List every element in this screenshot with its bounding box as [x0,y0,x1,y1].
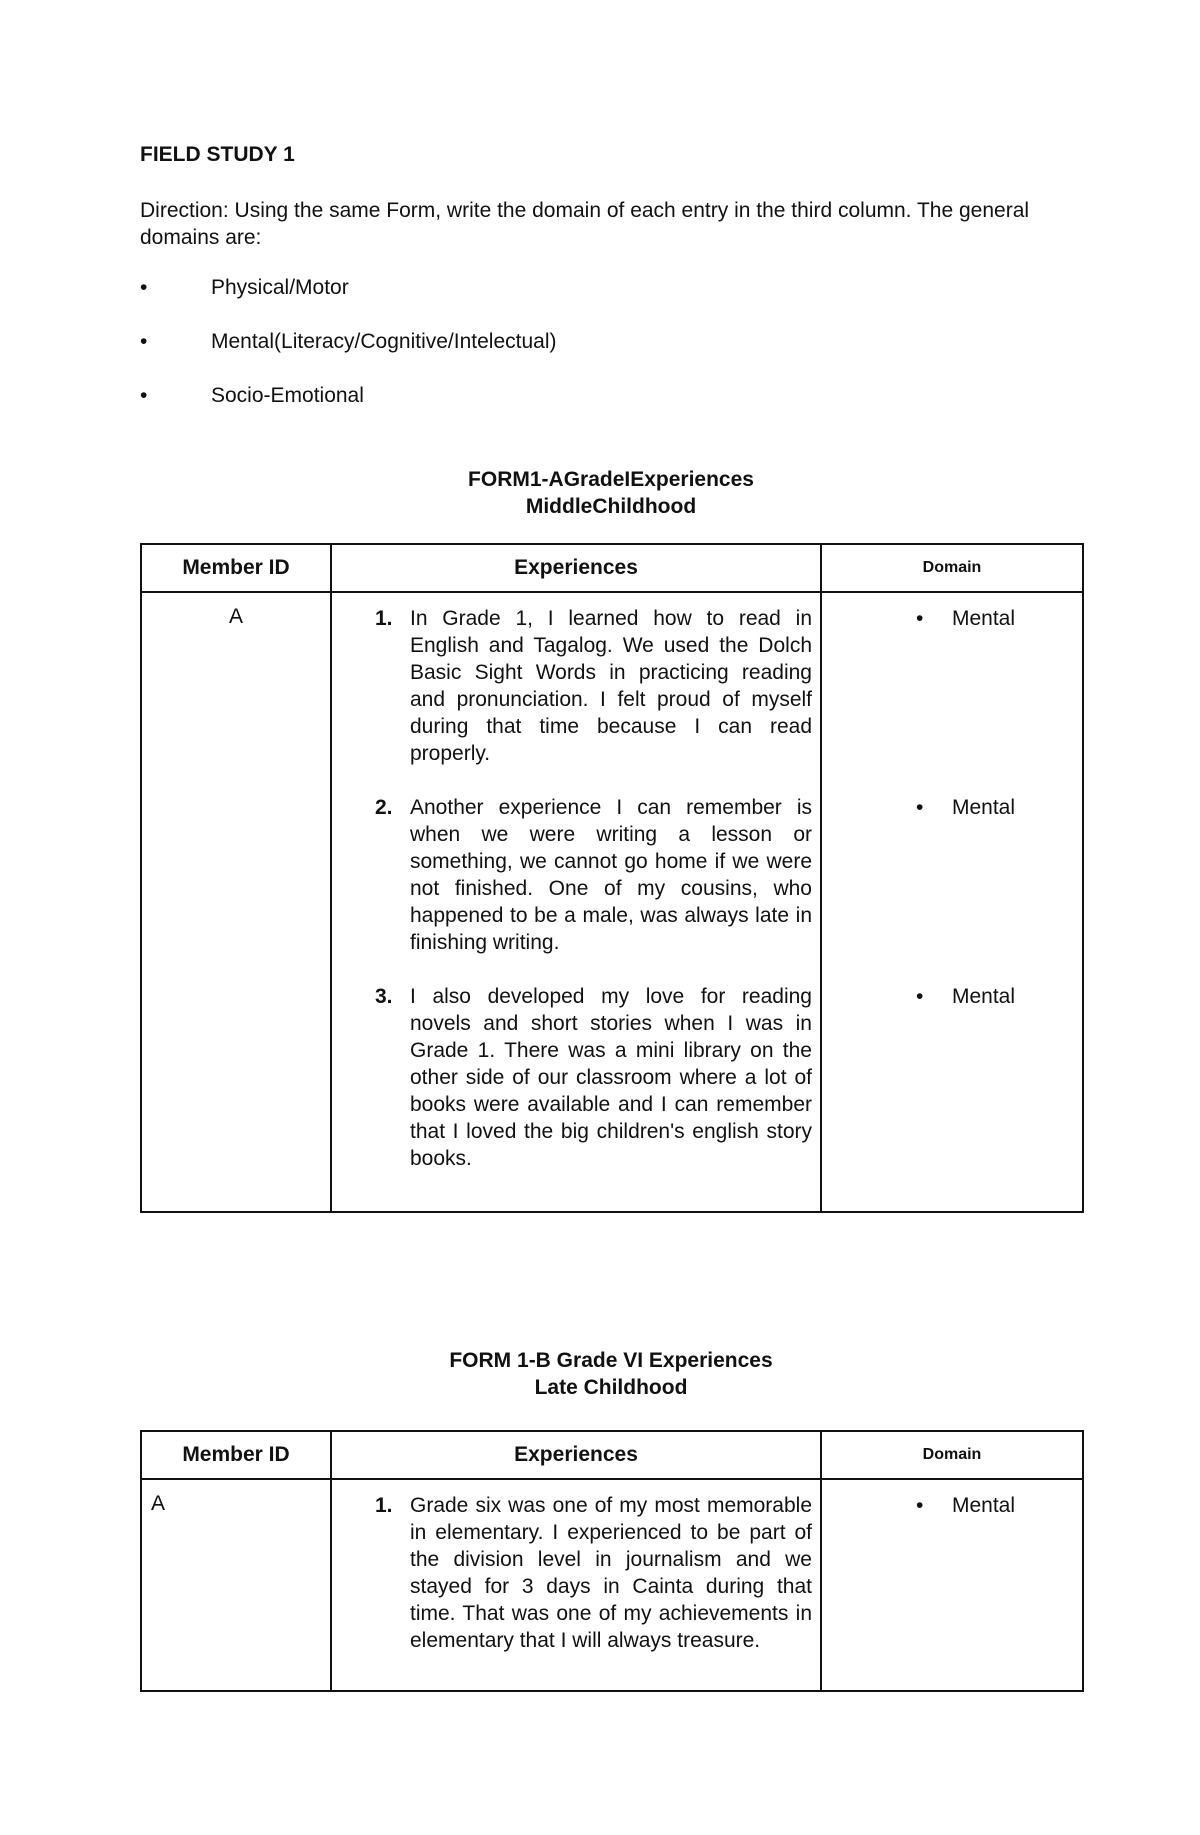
form-a-title-line2: MiddleChildhood [525,495,697,518]
table-header-row [141,1431,1083,1479]
bullet-glyph: • [916,1494,924,1517]
bullet-glyph: • [140,330,148,353]
form-a-title [140,466,1082,520]
direction-text: Direction: Using the same Form, write the domain of each entry in the third column. The general domains are: [140,199,1030,249]
bullet-glyph: • [140,384,148,407]
list-item [822,794,1082,821]
experiences-cell [331,592,821,1212]
domain-bullet-text: Mental(Literacy/Cognitive/Intelectual) [211,330,557,353]
entry-number: 1. [375,607,393,630]
list-item [822,605,1082,632]
domain-value: Mental [952,607,1016,630]
form-a-table [140,543,1084,1213]
member-id-cell: A [141,1479,331,1691]
entry-number: 3. [375,985,393,1008]
column-header-domain: Domain [821,544,1083,592]
list-item [332,983,812,1172]
domain-bullet-text: Socio-Emotional [211,384,364,407]
domain-value: Mental [952,796,1016,819]
bullet-glyph: • [140,276,148,299]
entry-text: Another experience I can remember is when we were writing a lesson or something, we cannot go home if we were not finished. One of my cousins, who happened to be a male, was always late in finishing writing. [410,796,812,954]
domain-bullet-text: Physical/Motor [211,276,349,299]
bullet-glyph: • [916,607,924,630]
entry-text: Grade six was one of my most memorable in elementary. I experienced to be part of the division level in journalism and we stayed for 3 days in Cainta during that time. That was one of my achievements in elementary that I will always treasure. [410,1494,812,1652]
form-a-title-line1: FORM1-AGradeIExperiences [468,468,754,491]
domain-cell [821,592,1083,1212]
form-b-title-line1: FORM 1-B Grade VI Experiences [449,1349,773,1372]
entry-number: 2. [375,796,393,819]
bullet-glyph: • [916,985,924,1008]
form-b-title-line2: Late Childhood [534,1376,688,1399]
list-item [822,1492,1082,1519]
member-id-cell: A [141,592,331,1212]
domain-list [822,1480,1082,1519]
domain-value: Mental [952,985,1016,1008]
form-b-table [140,1430,1084,1692]
column-header-domain: Domain [821,1431,1083,1479]
column-header-member-id: Member ID [141,544,331,592]
list-item [332,1492,812,1654]
column-header-experiences: Experiences [331,544,821,592]
experiences-cell [331,1479,821,1691]
column-header-experiences: Experiences [331,1431,821,1479]
table-row [141,592,1083,1212]
domain-cell [821,1479,1083,1691]
table-row [141,1479,1083,1691]
list-item [332,794,812,956]
form-b-title [140,1347,1082,1401]
entry-text: In Grade 1, I learned how to read in English and Tagalog. We used the Dolch Basic Sight Words in practicing reading and pronunciation. I felt proud of myself during that time because I can read properly. [410,607,812,765]
list-item [332,605,812,767]
experiences-list [332,1480,820,1654]
domain-list [822,593,1082,1010]
document-title: FIELD STUDY 1 [140,143,295,166]
experiences-list [332,593,820,1172]
list-item [822,983,1082,1010]
entry-number: 1. [375,1494,393,1517]
bullet-glyph: • [916,796,924,819]
entry-text: I also developed my love for reading novels and short stories when I was in Grade 1. There was a mini library on the other side of our classroom where a lot of books were available and I can remember that I loved the big children's english story books. [410,985,812,1170]
domain-value: Mental [952,1494,1016,1517]
column-header-member-id: Member ID [141,1431,331,1479]
table-header-row [141,544,1083,592]
